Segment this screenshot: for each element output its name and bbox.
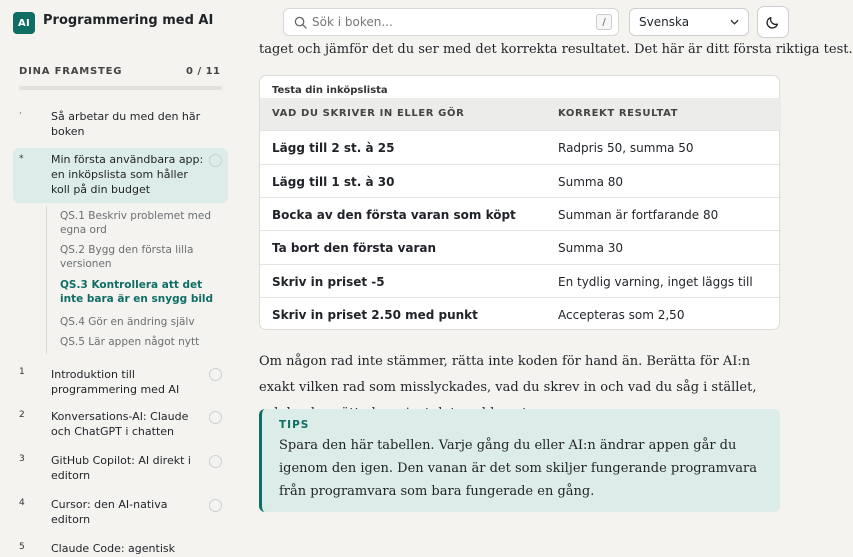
sub-item-label: Beskriv problemet med egna ord (60, 210, 212, 236)
sidebar-item-number: · (19, 109, 22, 119)
test-table (259, 75, 780, 330)
progress-bar (19, 86, 222, 90)
sidebar-item-quickstart[interactable] (13, 148, 228, 203)
table-cell-action: Bocka av den första varan som köpt (272, 208, 516, 222)
table-row (260, 264, 781, 298)
sub-item-label: Gör en ändring själv (88, 316, 195, 328)
sub-item-qs4[interactable] (60, 315, 225, 329)
tips-text: Spara den här tabellen. Varje gång du eller AI:n ändrar appen går du igenom den igen. Den vanan är det som skiljer fungerande programvara från programvara som bara fungerade en gång. (279, 438, 757, 499)
sub-item-label: Kontrollera att det inte bara är en snygg bild (60, 279, 214, 305)
tips-label: TIPS (279, 419, 310, 431)
sidebar-item-label: Cursor: den AI-nativa editorn (51, 498, 168, 526)
progress-circle-icon (209, 455, 222, 468)
table-row (260, 230, 781, 264)
sidebar-item-label: Introduktion till programmering med AI (51, 368, 180, 396)
tips-callout (259, 409, 780, 512)
table-cell-result: Summa 80 (558, 175, 624, 189)
progress-label: DINA FRAMSTEG (19, 66, 123, 77)
sidebar-item-label: Konversations-AI: Claude och ChatGPT i chatten (51, 410, 189, 438)
table-row (260, 164, 781, 198)
sidebar-item-chapter-2[interactable] (13, 405, 228, 441)
sidebar-item-number: 1 (19, 367, 25, 377)
table-row (260, 197, 781, 231)
sidebar-item-number: 3 (19, 454, 25, 464)
table-cell-action: Skriv in priset -5 (272, 275, 385, 289)
table-caption: Testa din inköpslista (272, 85, 388, 96)
sub-item-qs3[interactable] (60, 278, 225, 306)
body-paragraph: Om någon rad inte stämmer, rätta inte koden för hand än. Berätta för AI:n exakt vilken rad som misslyckades, vad du skrev in och vad du såg i stället, (259, 354, 757, 395)
table-cell-action: Ta bort den första varan (272, 241, 437, 255)
sub-item-code: QS.1 (60, 210, 85, 222)
sidebar-item-chapter-4[interactable] (13, 493, 228, 529)
table-cell-action: Lägg till 2 st. à 25 (272, 141, 395, 155)
sub-item-code: QS.5 (60, 336, 85, 348)
sidebar-item-label: Så arbetar du med den här boken (51, 110, 201, 138)
sub-item-qs1[interactable] (60, 209, 225, 237)
sidebar-item-number: 2 (19, 410, 25, 420)
sub-item-code: QS.4 (60, 316, 85, 328)
table-row (260, 130, 781, 164)
intro-text: taget och jämför det du ser med det korrekta resultatet. Det här är ditt första riktiga test. (259, 42, 853, 57)
table-row (260, 297, 781, 331)
logo-badge[interactable]: AI (13, 12, 35, 34)
column-header: KORREKT RESULTAT (558, 108, 679, 119)
progress-circle-icon (209, 499, 222, 512)
table-cell-result: Summan är fortfarande 80 (558, 208, 719, 222)
sub-item-label: Lär appen något nytt (88, 336, 200, 348)
sidebar (0, 44, 240, 555)
sub-item-qs5[interactable] (60, 335, 225, 349)
sidebar-item-chapter-3[interactable] (13, 449, 228, 485)
column-header: VAD DU SKRIVER IN ELLER GÖR (272, 108, 465, 119)
progress-circle-icon (209, 368, 222, 381)
sidebar-item-label: Min första användbara app: en inköpslista som håller koll på din budget (51, 153, 204, 196)
sidebar-item-intro[interactable] (13, 106, 228, 142)
app-title[interactable]: Programmering med AI (43, 13, 214, 28)
table-cell-result: Summa 30 (558, 241, 624, 255)
progress-circle-icon (209, 154, 222, 167)
sub-item-qs2[interactable] (60, 243, 225, 271)
sidebar-item-chapter-1[interactable] (13, 362, 228, 398)
search-shortcut-key: / (596, 14, 612, 30)
sidebar-item-label: Claude Code: agentisk (51, 542, 175, 555)
table-cell-result: En tydlig varning, inget läggs till (558, 275, 753, 289)
progress-count: 0 / 11 (186, 66, 221, 77)
main-content (259, 0, 853, 544)
table-cell-action: Skriv in priset 2.50 med punkt (272, 308, 478, 322)
table-cell-result: Accepteras som 2,50 (558, 308, 685, 322)
sidebar-item-number: * (19, 154, 24, 164)
language-value: Svenska (639, 15, 690, 29)
sub-item-label: Bygg den första lilla versionen (60, 244, 194, 270)
sub-item-code: QS.3 (60, 279, 88, 291)
sidebar-item-chapter-5[interactable] (13, 537, 228, 557)
table-cell-action: Lägg till 1 st. à 30 (272, 175, 395, 189)
progress-circle-icon (209, 411, 222, 424)
sub-section-list (46, 206, 226, 354)
table-cell-result: Radpris 50, summa 50 (558, 141, 694, 155)
sidebar-item-number: 4 (19, 498, 25, 508)
sidebar-item-label: GitHub Copilot: AI direkt i editorn (51, 454, 191, 482)
table-header (260, 98, 781, 130)
sidebar-item-number: 5 (19, 542, 25, 552)
sub-item-code: QS.2 (60, 244, 85, 256)
